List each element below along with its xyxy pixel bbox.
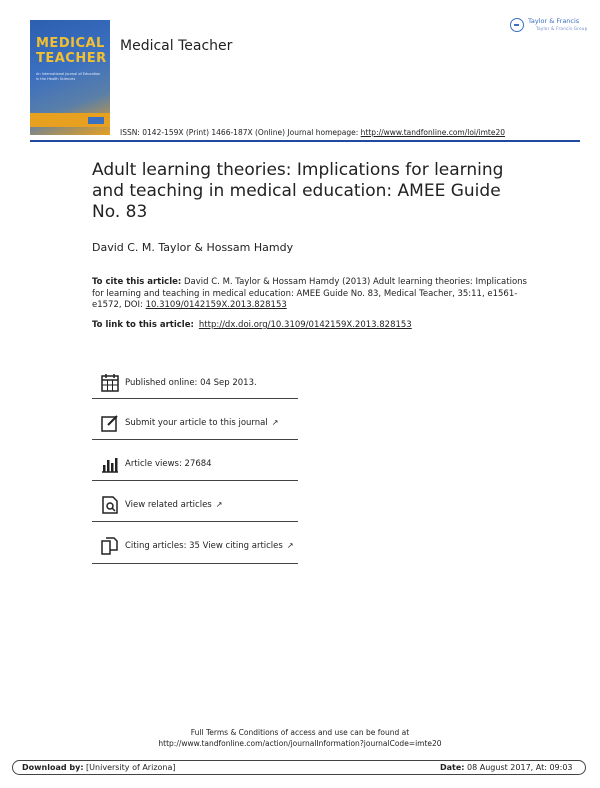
- article-authors: David C. M. Taylor & Hossam Hamdy: [92, 241, 294, 254]
- date-value: 08 August 2017, At: 09:03: [464, 763, 573, 772]
- publisher-logo-line2: Taylor & Francis Group: [536, 26, 588, 31]
- info-row-related[interactable]: [92, 489, 298, 530]
- download-date: [440, 763, 573, 772]
- info-row-submit[interactable]: [92, 407, 298, 448]
- header-rule: [30, 140, 580, 142]
- article-title: Adult learning theories: Implications for learning and teaching in medical education: AMEE Guide No. 83: [92, 160, 504, 222]
- journal-cover: [30, 20, 110, 135]
- external-link-icon: ↗: [271, 418, 279, 427]
- views-label: Article views: 27684: [125, 459, 212, 469]
- citation-block: [92, 277, 532, 312]
- external-link-icon: ↗: [286, 541, 294, 550]
- issn-line: [120, 128, 505, 137]
- cover-title-line1: MEDICAL: [36, 36, 105, 51]
- publisher-logo-icon: [510, 18, 524, 32]
- calendar-icon: [100, 373, 120, 393]
- citing-label: Citing articles: 35 View citing articles: [125, 541, 283, 551]
- submit-article-link[interactable]: [125, 418, 278, 428]
- info-row-views: [92, 448, 298, 489]
- related-articles-link[interactable]: [125, 500, 222, 510]
- terms-url-link[interactable]: http://www.tandfonline.com/action/journalInformation?journalCode=imte20: [158, 739, 442, 748]
- doi-link[interactable]: 10.3109/0142159X.2013.828153: [145, 300, 287, 310]
- bar-chart-icon: [100, 454, 120, 474]
- downloaded-value: [University of Arizona]: [83, 763, 176, 772]
- info-row-published: [92, 367, 298, 408]
- external-link-icon: ↗: [215, 500, 223, 509]
- journal-homepage-link[interactable]: http://www.tandfonline.com/loi/imte20: [360, 128, 506, 137]
- published-label: Published online: 04 Sep 2013.: [125, 378, 257, 388]
- publisher-logo-line1: Taylor & Francis: [528, 17, 580, 25]
- publisher-logo: [510, 16, 588, 38]
- terms-line1: Full Terms & Conditions of access and use can be found at: [190, 728, 410, 737]
- cover-subtitle: An International Journal of Education in the Health Sciences: [36, 72, 101, 81]
- divider: [92, 480, 298, 481]
- article-link-line: [92, 320, 412, 330]
- downloaded-label: Download by:: [22, 763, 84, 772]
- info-row-citing[interactable]: [92, 530, 298, 571]
- divider: [92, 398, 298, 399]
- search-document-icon: [100, 495, 120, 515]
- citing-articles-link[interactable]: [125, 541, 294, 551]
- article-doi-url-link[interactable]: http://dx.doi.org/10.3109/0142159X.2013.828153: [198, 320, 412, 330]
- issn-text: ISSN: 0142-159X (Print) 1466-187X (Online) Journal homepage:: [120, 128, 361, 137]
- divider: [92, 439, 298, 440]
- related-label: View related articles: [125, 500, 212, 510]
- copy-icon: [100, 536, 120, 556]
- downloaded-by: [22, 763, 176, 772]
- edit-icon: [100, 413, 120, 433]
- journal-name: Medical Teacher: [120, 38, 233, 54]
- cover-title-line2: TEACHER: [36, 51, 107, 66]
- submit-label: Submit your article to this journal: [125, 418, 268, 428]
- cite-label: To cite this article:: [92, 277, 182, 287]
- link-label: To link to this article:: [92, 320, 194, 330]
- terms-notice: [0, 727, 600, 749]
- divider: [92, 521, 298, 522]
- date-label: Date:: [440, 763, 465, 772]
- divider: [92, 563, 298, 564]
- cite-text: David C. M. Taylor & Hossam Hamdy (2013) Adult learning theories: Implications for learning and teaching in medical education: AMEE Guide No. 83, Medical Teacher, 35:11, e1561-e1572, DOI:: [92, 277, 527, 310]
- cover-publisher-tag: [88, 117, 104, 124]
